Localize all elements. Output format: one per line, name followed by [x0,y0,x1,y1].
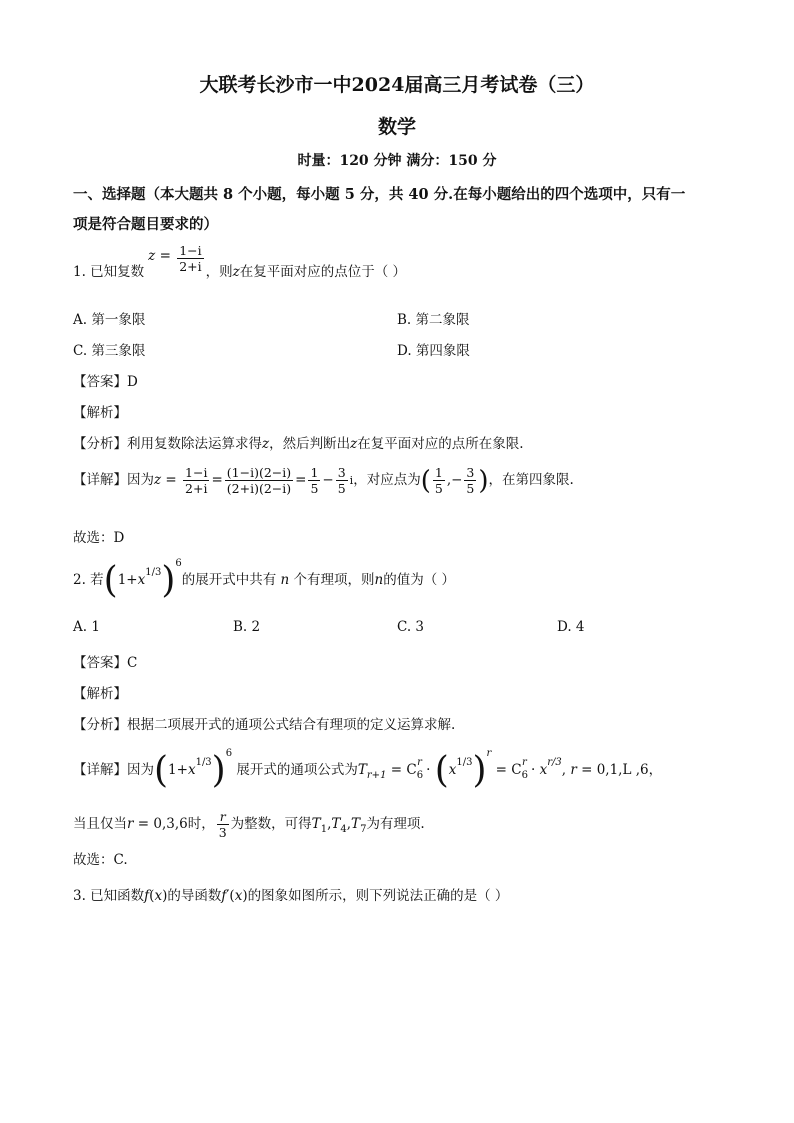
q2-fenxi: 根据二项展开式的通项公式结合有理项的定义运算求解. [127,717,456,733]
exam-title: 大联考长沙市一中2024届高三月考试卷（三） [199,74,595,96]
q2-mid2: 个有理项，则 [293,572,375,588]
q1-detail-line: 【详解】因为z = $\frac{1-i}{2+i}$ = $\frac{(1-i)(2-i)}{(2+i)(2-i)}$ = $\frac{1}{5}$ − $\frac{3}{5}$ i，对应点为( $\frac{1}{5}$ ,− $\frac{3}{5}$ )，在第四象限. [73,465,574,497]
q2-option-d: D. 4 [557,619,585,635]
q3-prefix: 3. 已知函数 [73,888,145,904]
q2-detail-line2: 当且仅当r = 0,3,6时， $\frac{r}{3}$ 为整数，可得$T_1,T_4,T_7$为有理项. [73,809,425,841]
q1-fenxi-b: ，然后判断出 [269,436,351,452]
q2-detail-tag: 【详解】 [73,762,127,778]
subject-title: 数学 [377,116,416,138]
q1-mid: ，则 [205,264,233,281]
q2-analysis-tag: 【解析】 [73,686,127,702]
q1-detail-a: 因为 [127,472,154,489]
q1-suffix: 在复平面对应的点位于（ ） [239,264,407,281]
q2-detail-c: ， [648,762,663,778]
question-3-stem: 3. 已知函数f(x)的导函数f′(x)的图象如图所示，则下列说法正确的是（ ） [73,888,509,904]
q2-suffix: 的值为（ ） [383,572,456,588]
q3-suffix: 的图象如图所示，则下列说法正确的是（ ） [247,888,509,904]
q1-choose: 故选：D [73,530,125,546]
q1-detail-b: ，对应点为 [353,472,421,489]
q3-mid: 的导函数 [167,888,222,904]
q1-analysis-tag: 【解析】 [73,405,127,421]
q1-answer-line [73,370,138,390]
q1-option-c: C. 第三象限 [73,343,146,359]
q1-detail-tag: 【详解】 [73,472,127,489]
q2-prefix: 2. 若 [73,572,104,588]
q1-fenxi-tag: 【分析】 [73,436,127,452]
q2-detail-line: 【详解】因为$(1+x^{1/3})^6$ 展开式的通项公式为$T_{r+1} = C_6^r \cdot (x^{1/3})^r = C_6^r \cdot x^{r/3}$, r = 0,1,L ,6， [73,748,663,791]
q2-line2-b: 时， [187,816,215,833]
q2-line2-c: 为整数，可得 [230,816,312,833]
section-heading-line2: 项是符合题目要求的） [73,216,218,233]
q1-option-b: B. 第二象限 [397,312,470,328]
q1-fenxi-a: 利用复数除法运算求得 [127,436,262,452]
q2-option-c: C. 3 [397,619,425,635]
question-2-stem: 2. 若$(1+x^{1/3})^6$的展开式中共有 n 个有理项，则n的值为（ ） [73,558,456,601]
q1-answer: D [127,374,138,390]
q2-answer-line [73,651,137,671]
q1-answer-tag: 【答案】 [73,374,127,390]
q2-fenxi-line [73,713,455,733]
q2-option-a: A. 1 [73,619,100,635]
q2-detail-b: 展开式的通项公式为 [236,762,358,778]
q1-detail-c: ，在第四象限. [488,472,574,489]
q2-line2-d: 为有理项. [366,816,425,833]
q2-option-b: B. 2 [233,619,261,635]
q1-option-d: D. 第四象限 [397,343,470,359]
q2-fenxi-tag: 【分析】 [73,717,127,733]
q2-choose: 故选：C. [73,852,128,868]
q2-line2-a: 当且仅当 [73,816,127,833]
exam-meta: 时量：120 分钟 满分：150 分 [297,153,497,169]
question-1-stem: 1. 已知复数z = $\frac{1-i}{2+i}$ ，则z在复平面对应的点位于（ ） [73,243,407,281]
q1-option-a: A. 第一象限 [73,312,146,328]
q2-detail-a: 因为 [127,762,154,778]
q2-mid: 的展开式中共有 [181,572,277,588]
q2-answer: C [127,655,138,671]
q2-answer-tag: 【答案】 [73,655,127,671]
q1-fenxi-line: 【分析】利用复数除法运算求得z，然后判断出z在复平面对应的点所在象限. [73,436,524,452]
section-heading-line1: 一、选择题（本大题共 8 个小题，每小题 5 分，共 40 分.在每小题给出的四个选项中，只有一 [73,186,686,203]
q1-fenxi-c: 在复平面对应的点所在象限. [357,436,524,452]
q1-prefix: 1. 已知复数 [73,264,145,281]
